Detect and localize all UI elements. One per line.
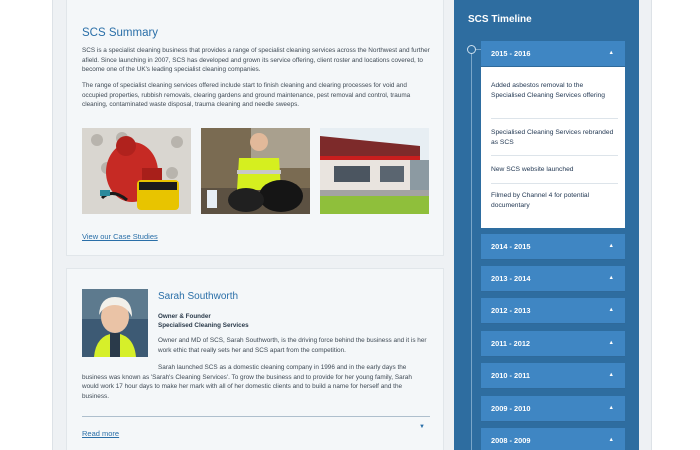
caret-up-icon: ▲ — [608, 340, 614, 346]
year-label: 2012 - 2013 — [491, 306, 531, 315]
caret-up-icon: ▲ — [608, 372, 614, 378]
timeline-event: Filmed by Channel 4 for potential documentary — [491, 192, 590, 210]
profile-paragraph-2: Sarah launched SCS as a domestic cleaning company in 1996 and in the early days the business was known as 'Sarah's Cleaning Services'. To grow the business and to provide for her young family, Sarah would work 17 hour days to make her mark with all of her domestic clients and to build a name for herself and the business. — [82, 364, 412, 400]
year-label: 2010 - 2011 — [491, 371, 531, 380]
caret-up-icon: ▲ — [608, 437, 614, 443]
summary-paragraph-1: SCS is a specialist cleaning business that provides a range of specialist cleaning services across the Northwest and further afield. Since launching in 2007, SCS has developed and grown its service offering, client roster and locations covered, to become one of the UK's leading specialist cleaning companies. — [82, 47, 430, 74]
profile-role-company: Specialised Cleaning Services — [158, 322, 249, 329]
caret-up-icon: ▲ — [608, 50, 614, 56]
caret-up-icon: ▲ — [608, 405, 614, 411]
caret-up-icon: ▲ — [608, 275, 614, 281]
photo-scs-building — [320, 128, 429, 214]
year-label: 2013 - 2014 — [491, 274, 531, 283]
profile-role — [158, 312, 249, 330]
profile-name: Sarah Southworth — [158, 291, 239, 302]
timeline-event: Added asbestos removal to the Specialised Cleaning Services offering — [491, 82, 606, 100]
year-toggle-2009-2010[interactable] — [481, 396, 625, 422]
profile-card — [66, 268, 444, 450]
year-label: 2011 - 2012 — [491, 339, 531, 348]
read-more-link[interactable]: Read more — [82, 429, 120, 438]
year-toggle-2008-2009[interactable] — [481, 428, 625, 450]
year-toggle-2013-2014[interactable] — [481, 266, 625, 292]
year-label: 2015 - 2016 — [491, 49, 531, 58]
year-toggle-2011-2012[interactable] — [481, 331, 625, 357]
caret-up-icon: ▲ — [608, 307, 614, 313]
timeline-sidebar — [454, 0, 639, 450]
year-label: 2009 - 2010 — [491, 404, 531, 413]
year-label: 2008 - 2009 — [491, 436, 531, 445]
profile-paragraph-1: Owner and MD of SCS, Sarah Southworth, is the driving force behind the business and it is her work ethic that really sets her and SCS apart from the competition. — [158, 337, 427, 354]
year-toggle-2012-2013[interactable] — [481, 298, 625, 324]
view-case-studies-link[interactable]: View our Case Studies — [82, 232, 158, 241]
timeline-line — [471, 50, 472, 450]
timeline-event: Specialised Cleaning Services rebranded as SCS — [491, 129, 614, 147]
profile-role-title: Owner & Founder — [158, 313, 211, 320]
timeline-event: New SCS website launched — [491, 166, 574, 173]
caret-up-icon: ▲ — [608, 243, 614, 249]
year-toggle-2015-2016[interactable] — [481, 41, 625, 67]
year-toggle-2010-2011[interactable] — [481, 363, 625, 389]
photo-bin-bag-cleaner — [201, 128, 310, 214]
profile-divider — [82, 416, 430, 417]
year-toggle-2014-2015[interactable] — [481, 234, 625, 260]
timeline-title: SCS Timeline — [468, 14, 532, 25]
event-divider — [491, 155, 618, 156]
summary-paragraph-2: The range of specialist cleaning services offered include start to finish cleaning and clearing processes for void and occupied properties, rubbish removals, clearing gardens and ground maintenance, pest removal and control, trauma cleaning, contaminated waste disposal, trauma cleaning and needle sweeps. — [82, 82, 411, 109]
timeline-events-panel — [481, 67, 625, 228]
event-divider — [491, 118, 618, 119]
summary-card — [66, 0, 444, 256]
photo-hazmat-cleaner — [82, 128, 191, 214]
summary-title: SCS Summary — [82, 27, 159, 39]
event-divider — [491, 183, 618, 184]
chevron-down-icon[interactable]: ▼ — [419, 424, 425, 430]
year-label: 2014 - 2015 — [491, 242, 531, 251]
avatar — [82, 289, 148, 357]
timeline-dot-icon — [467, 45, 476, 54]
